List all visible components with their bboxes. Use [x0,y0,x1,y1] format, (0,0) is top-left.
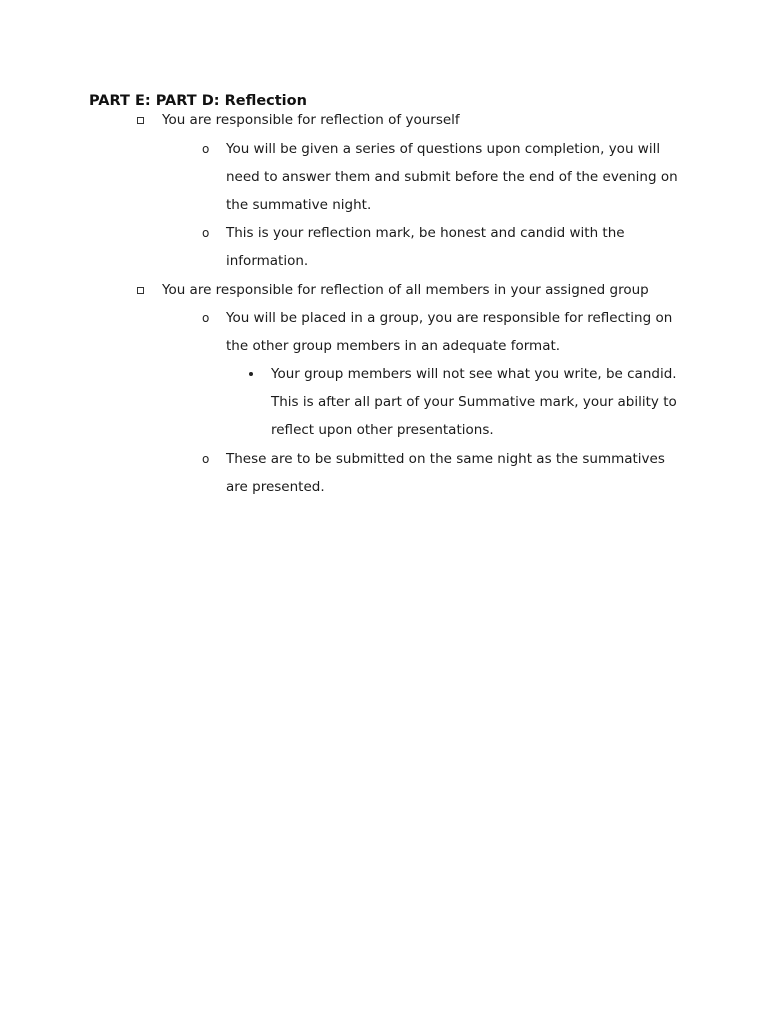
square-bullet-icon [137,287,144,294]
square-bullet-icon [137,117,144,124]
list-item-text: You are responsible for reflection of all members in your assigned group [162,282,649,298]
section-heading: PART E: PART D: Reflection [89,93,307,109]
o-bullet-icon: o [202,452,210,466]
list-item-text: are presented. [226,479,325,495]
list-item-text: You are responsible for reflection of yourself [162,112,460,128]
list-item-text: the other group members in an adequate format. [226,338,561,354]
o-bullet-icon: o [202,226,210,240]
list-item-text: need to answer them and submit before the end of the evening on [226,169,678,185]
list-item-text: You will be placed in a group, you are responsible for reflecting on [226,310,673,326]
list-item-text: You will be given a series of questions upon completion, you will [226,141,661,157]
list-item-text: the summative night. [226,197,372,213]
list-item-text: reflect upon other presentations. [271,422,494,438]
list-item-text: This is your reflection mark, be honest and candid with the [226,225,625,241]
list-item-text: information. [226,253,309,269]
o-bullet-icon: o [202,311,210,325]
o-bullet-icon: o [202,142,210,156]
list-item-text: This is after all part of your Summative mark, your ability to [271,394,677,410]
bullet-dot-icon [249,372,253,376]
list-item-text: Your group members will not see what you write, be candid. [271,366,677,382]
list-item-text: These are to be submitted on the same night as the summatives [226,451,665,467]
